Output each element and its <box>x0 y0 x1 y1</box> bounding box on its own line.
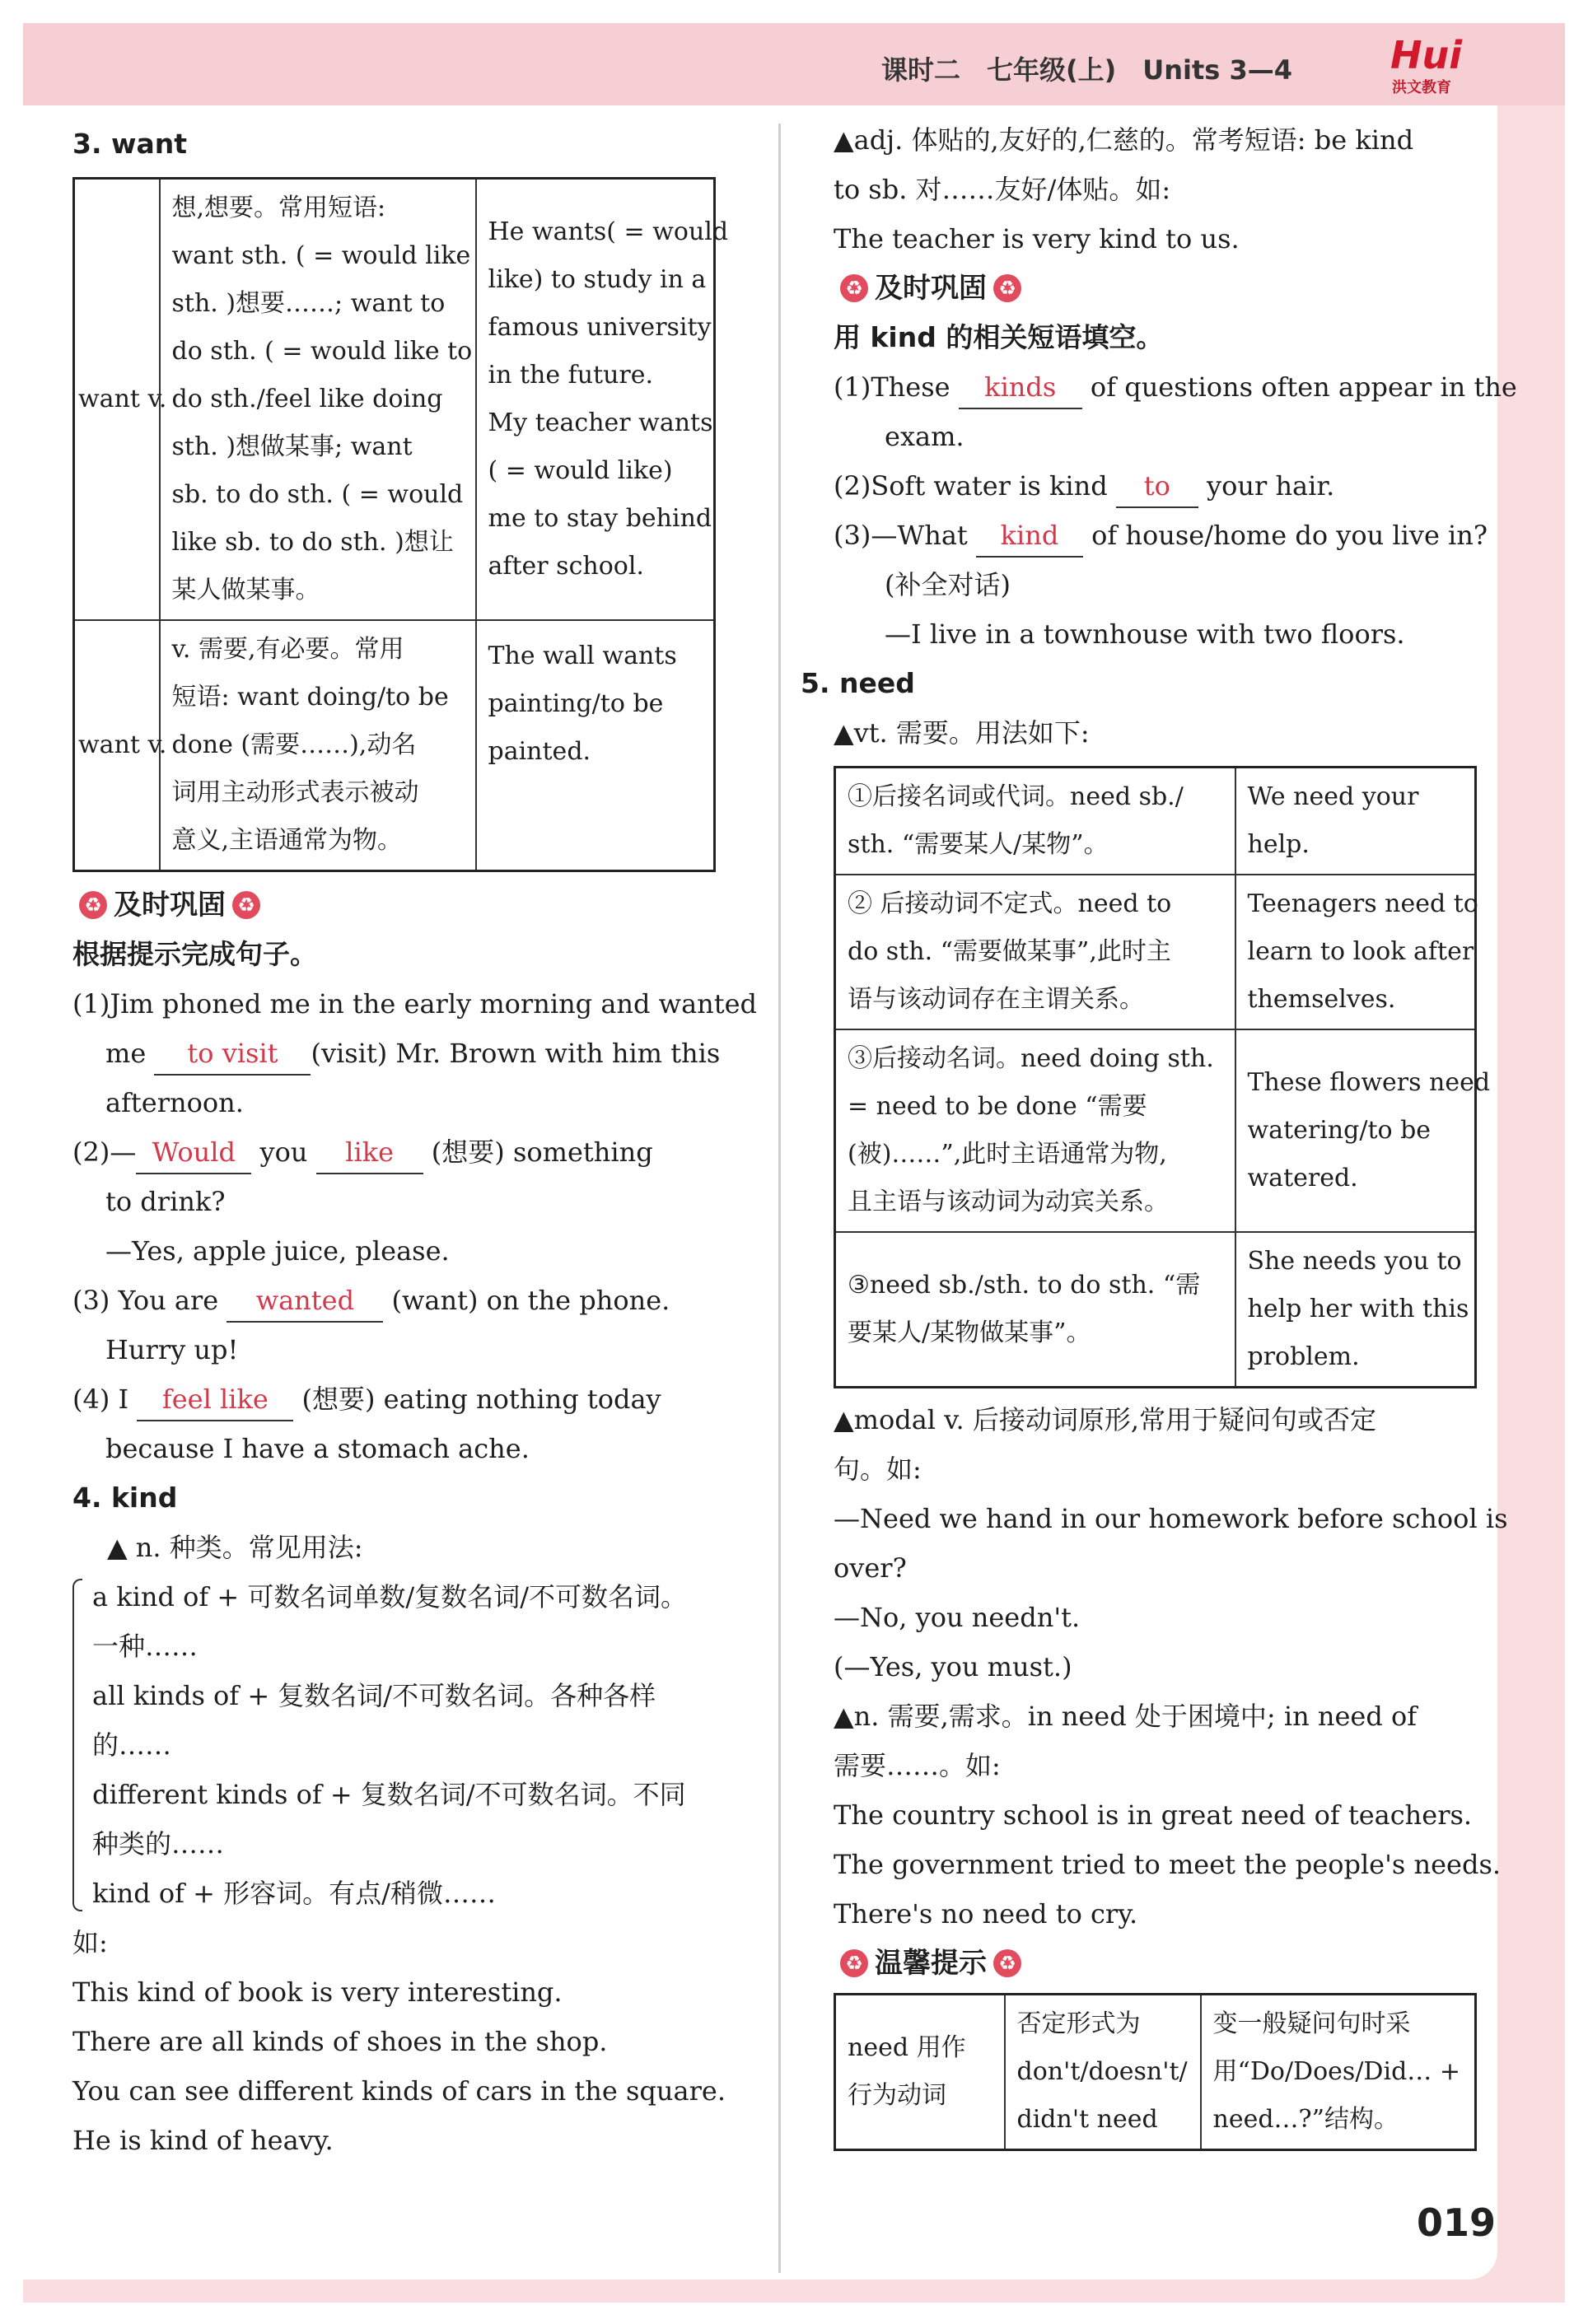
usage-line: 某人做某事。 <box>171 576 320 604</box>
usage-line: 词用主动形式表示被动 <box>171 778 419 807</box>
usage-line: do sth. “需要做某事”,此时主 <box>848 937 1171 966</box>
tip-cell-2 <box>1005 1995 1201 2150</box>
table-row <box>835 875 1476 1029</box>
practice-instruction: 用 kind 的相关短语填空。 <box>834 321 1164 353</box>
need-vt-definition: ▲vt. 需要。用法如下: <box>834 717 1090 749</box>
example-line: help. <box>1247 830 1310 859</box>
need-usage-4 <box>835 1232 1235 1388</box>
question-text: you <box>259 1136 308 1168</box>
need-example-1 <box>1235 768 1476 875</box>
question-want-3 <box>72 1276 756 1325</box>
recycle-icon: ♻ <box>79 891 107 919</box>
question-line: exam. <box>885 421 964 452</box>
question-text: (想要) eating nothing today <box>301 1384 661 1415</box>
question-want-1 <box>72 979 756 1029</box>
want-usage-2 <box>160 620 476 871</box>
question-line <box>72 1029 756 1078</box>
usage-item: all kinds of + 复数名词/不可数名词。各种各样 <box>92 1680 656 1711</box>
question-line: to drink? <box>105 1186 226 1217</box>
table-row <box>74 179 715 621</box>
usage-line: sth. “需要某人/某物”。 <box>848 830 1109 859</box>
usage-line: sth. )想做某事; want <box>171 432 413 461</box>
answer-blank: wanted <box>227 1280 383 1323</box>
question-text: (want) on the phone. <box>391 1285 670 1316</box>
example-sentence: —Need we hand in our homework before school is <box>834 1503 1508 1534</box>
example-line: Teenagers need to <box>1247 889 1478 918</box>
table-row <box>835 1029 1476 1232</box>
question-text: (visit) Mr. Brown with him this <box>311 1038 721 1069</box>
example-sentence: over? <box>834 1552 907 1584</box>
answer-blank: kinds <box>959 366 1082 409</box>
answer-blank: kind <box>976 515 1083 558</box>
usage-line: do sth./feel like doing <box>171 385 443 413</box>
question-number: (4) <box>72 1384 110 1415</box>
column-divider <box>778 124 781 2273</box>
usage-line: v. 需要,有必要。常用 <box>171 635 404 664</box>
usage-line: like sb. to do sth. )想让 <box>171 528 454 557</box>
example-line: We need your <box>1247 782 1419 811</box>
tip-line: need…?”结构。 <box>1212 2105 1399 2134</box>
usage-item: 一种…… <box>92 1631 198 1662</box>
example-line: He wants( = would <box>488 217 729 246</box>
logo-mark: Hui <box>1390 33 1463 77</box>
want-word-2: want v. <box>74 620 160 871</box>
publisher-logo <box>1390 33 1481 99</box>
usage-item: 的…… <box>92 1729 172 1761</box>
practice-badge-want <box>72 880 756 930</box>
tip-line: 行为动词 <box>848 2081 946 2110</box>
recycle-icon: ♻ <box>232 891 260 919</box>
tip-line: 用“Do/Does/Did… + <box>1212 2057 1460 2086</box>
practice-title: 及时巩固 <box>114 889 226 922</box>
answer-blank: like <box>316 1132 423 1174</box>
usage-line: 想,想要。常用短语: <box>171 194 386 222</box>
kind-adj-definition: to sb. 对……友好/体贴。如: <box>834 174 1171 205</box>
left-column <box>72 119 756 2165</box>
question-text: I <box>118 1384 129 1415</box>
want-usage-1 <box>160 179 476 621</box>
usage-line: sb. to do sth. ( = would <box>171 480 464 509</box>
question-line: —I live in a townhouse with two floors. <box>885 618 1405 650</box>
question-text: Jim phoned me in the early morning and wanted <box>110 988 758 1020</box>
brace <box>72 1579 82 1911</box>
example-line: me to stay behind <box>488 504 712 533</box>
practice-instruction: 根据提示完成句子。 <box>72 938 317 970</box>
table-row <box>74 620 715 871</box>
example-line: learn to look after <box>1247 937 1474 966</box>
example-sentence: This kind of book is very interesting. <box>72 1976 563 2008</box>
example-sentence: He is kind of heavy. <box>72 2125 334 2156</box>
answer-blank: feel like <box>137 1379 293 1421</box>
usage-line: sth. )想要……; want to <box>171 289 446 318</box>
example-sentence: The country school is in great need of teachers. <box>834 1799 1473 1831</box>
example-line: help her with this <box>1247 1295 1469 1323</box>
question-text: of house/home do you live in? <box>1091 520 1488 551</box>
usage-item: a kind of + 可数名词单数/复数名词/不可数名词。 <box>92 1581 687 1612</box>
example-line: problem. <box>1247 1342 1360 1371</box>
logo-subtitle: 洪文教育 <box>1392 79 1451 96</box>
recycle-icon: ♻ <box>993 1949 1021 1977</box>
need-noun-definition: 需要……。如: <box>834 1750 1001 1781</box>
right-column <box>801 115 1517 2151</box>
want-example-2 <box>476 620 715 871</box>
question-kind-1 <box>834 362 1517 412</box>
section-heading-want: 3. want <box>72 128 188 160</box>
need-example-2 <box>1235 875 1476 1029</box>
need-modal-definition: ▲modal v. 后接动词原形,常用于疑问句或否定 <box>834 1404 1376 1435</box>
page-number: 019 <box>1417 2200 1497 2245</box>
table-row <box>835 768 1476 875</box>
section-heading-kind: 4. kind <box>72 1482 178 1514</box>
example-line: These flowers need <box>1247 1068 1491 1097</box>
usage-item: 种类的…… <box>92 1828 225 1860</box>
example-line: after school. <box>488 552 644 581</box>
question-line: (补全对话) <box>885 569 1011 600</box>
question-text: your hair. <box>1207 470 1335 502</box>
example-sentence: (—Yes, you must.) <box>834 1651 1072 1682</box>
need-table <box>834 766 1491 1388</box>
question-number: (3) <box>72 1285 110 1316</box>
recycle-icon: ♻ <box>840 274 868 302</box>
usage-line: (被)……”,此时主语通常为物, <box>848 1140 1167 1169</box>
table-row <box>835 1995 1476 2150</box>
want-word-1: want v. <box>74 179 160 621</box>
usage-line: do sth. ( = would like to <box>171 337 473 366</box>
tip-title: 温馨提示 <box>875 1947 987 1980</box>
want-table <box>72 177 729 872</box>
example-line: watering/to be <box>1247 1116 1432 1145</box>
need-example-4 <box>1235 1232 1476 1388</box>
usage-line: ③后接动名词。need doing sth. <box>848 1044 1214 1073</box>
recycle-icon: ♻ <box>993 274 1021 302</box>
example-line: themselves. <box>1247 985 1396 1014</box>
header-title: 课时二 七年级(上) Units 3—4 <box>881 54 1293 86</box>
usage-line: = need to be done “需要 <box>848 1092 1147 1121</box>
question-line: —Yes, apple juice, please. <box>105 1235 450 1267</box>
answer-blank: Would <box>136 1132 251 1174</box>
need-usage-1 <box>835 768 1235 875</box>
question-kind-2 <box>834 461 1484 511</box>
example-line: painted. <box>488 737 591 766</box>
example-line: My teacher wants <box>488 408 713 437</box>
example-sentence: —No, you needn't. <box>834 1602 1081 1633</box>
usage-line: ①后接名词或代词。need sb./ <box>848 782 1184 811</box>
question-text: me <box>105 1038 147 1069</box>
example-sentence: There's no need to cry. <box>834 1898 1138 1930</box>
question-number: (2) <box>834 470 871 502</box>
answer-blank: to visit <box>154 1033 311 1076</box>
example-line: She needs you to <box>1247 1247 1462 1276</box>
example-line: in the future. <box>488 361 654 390</box>
usage-line: 要某人/某物做某事”。 <box>848 1318 1091 1347</box>
usage-line: 且主语与该动词为动宾关系。 <box>848 1188 1169 1216</box>
section-heading-need: 5. need <box>801 667 915 699</box>
question-text: These <box>871 371 950 403</box>
question-text: of questions often appear in the <box>1090 371 1517 403</box>
question-text: — <box>110 1136 137 1168</box>
question-line: afternoon. <box>105 1087 244 1118</box>
example-sentence: The teacher is very kind to us. <box>834 223 1240 254</box>
answer-blank: to <box>1116 465 1198 508</box>
tip-line: don't/doesn't/ <box>1016 2057 1188 2086</box>
tip-line: 否定形式为 <box>1016 2009 1141 2038</box>
question-line: Hurry up! <box>105 1334 239 1365</box>
practice-title: 及时巩固 <box>875 272 987 305</box>
need-modal-definition: 句。如: <box>834 1454 922 1485</box>
usage-line: ③need sb./sth. to do sth. “需 <box>848 1271 1201 1300</box>
question-want-4 <box>72 1374 756 1424</box>
tip-table <box>834 1993 1477 2151</box>
tip-cell-3 <box>1201 1995 1476 2150</box>
question-kind-3 <box>834 511 1488 560</box>
practice-badge-kind <box>834 264 1484 313</box>
usage-line: want sth. ( = would like <box>171 241 471 270</box>
question-number: (2) <box>72 1136 110 1168</box>
example-sentence: The government tried to meet the people's needs. <box>834 1849 1502 1880</box>
tip-line: 变一般疑问句时采 <box>1212 2009 1411 2038</box>
example-line: like) to study in a <box>488 265 707 294</box>
tip-badge <box>834 1939 1484 1988</box>
need-usage-2 <box>835 875 1235 1029</box>
question-line: because I have a stomach ache. <box>105 1433 530 1464</box>
usage-item: kind of + 形容词。有点/稍微…… <box>92 1878 496 1909</box>
usage-item: different kinds of + 复数名词/不可数名词。不同 <box>92 1779 686 1810</box>
need-usage-3 <box>835 1029 1235 1232</box>
recycle-icon: ♻ <box>840 1949 868 1977</box>
usage-line: done (需要……),动名 <box>171 730 417 759</box>
want-example-1 <box>476 179 729 621</box>
need-example-3 <box>1235 1029 1491 1232</box>
need-noun-definition: ▲n. 需要,需求。in need 处于困境中; in need of <box>834 1701 1418 1732</box>
example-line: painting/to be <box>488 689 664 718</box>
question-text: (想要) something <box>431 1136 653 1168</box>
tip-cell-1 <box>835 1995 1005 2150</box>
question-text: Soft water is kind <box>871 470 1108 502</box>
example-line: The wall wants <box>488 642 677 670</box>
example-line: watered. <box>1247 1164 1358 1192</box>
kind-noun-definition: ▲ n. 种类。常见用法: <box>107 1532 363 1563</box>
question-number: (1) <box>834 371 871 403</box>
question-number: (1) <box>72 988 110 1020</box>
usage-line: 语与该动词存在主谓关系。 <box>848 985 1144 1014</box>
question-text: —What <box>871 520 968 551</box>
question-want-2 <box>72 1127 756 1177</box>
usage-line: ② 后接动词不定式。need to <box>848 889 1172 918</box>
tip-line: need 用作 <box>848 2033 966 2062</box>
example-sentence: There are all kinds of shoes in the shop. <box>72 2026 608 2057</box>
example-line: famous university <box>488 313 712 342</box>
tip-line: didn't need <box>1016 2105 1158 2134</box>
example-line: ( = would like) <box>488 456 673 485</box>
question-number: (3) <box>834 520 871 551</box>
kind-usage-list <box>72 1572 756 1918</box>
usage-line: 短语: want doing/to be <box>171 683 449 712</box>
example-sentence: You can see different kinds of cars in the square. <box>72 2075 726 2107</box>
kind-adj-definition: ▲adj. 体贴的,友好的,仁慈的。常考短语: be kind <box>834 124 1414 156</box>
question-text: You are <box>118 1285 219 1316</box>
table-row <box>835 1232 1476 1388</box>
usage-line: 意义,主语通常为物。 <box>171 826 403 855</box>
example-label: 如: <box>72 1927 108 1958</box>
